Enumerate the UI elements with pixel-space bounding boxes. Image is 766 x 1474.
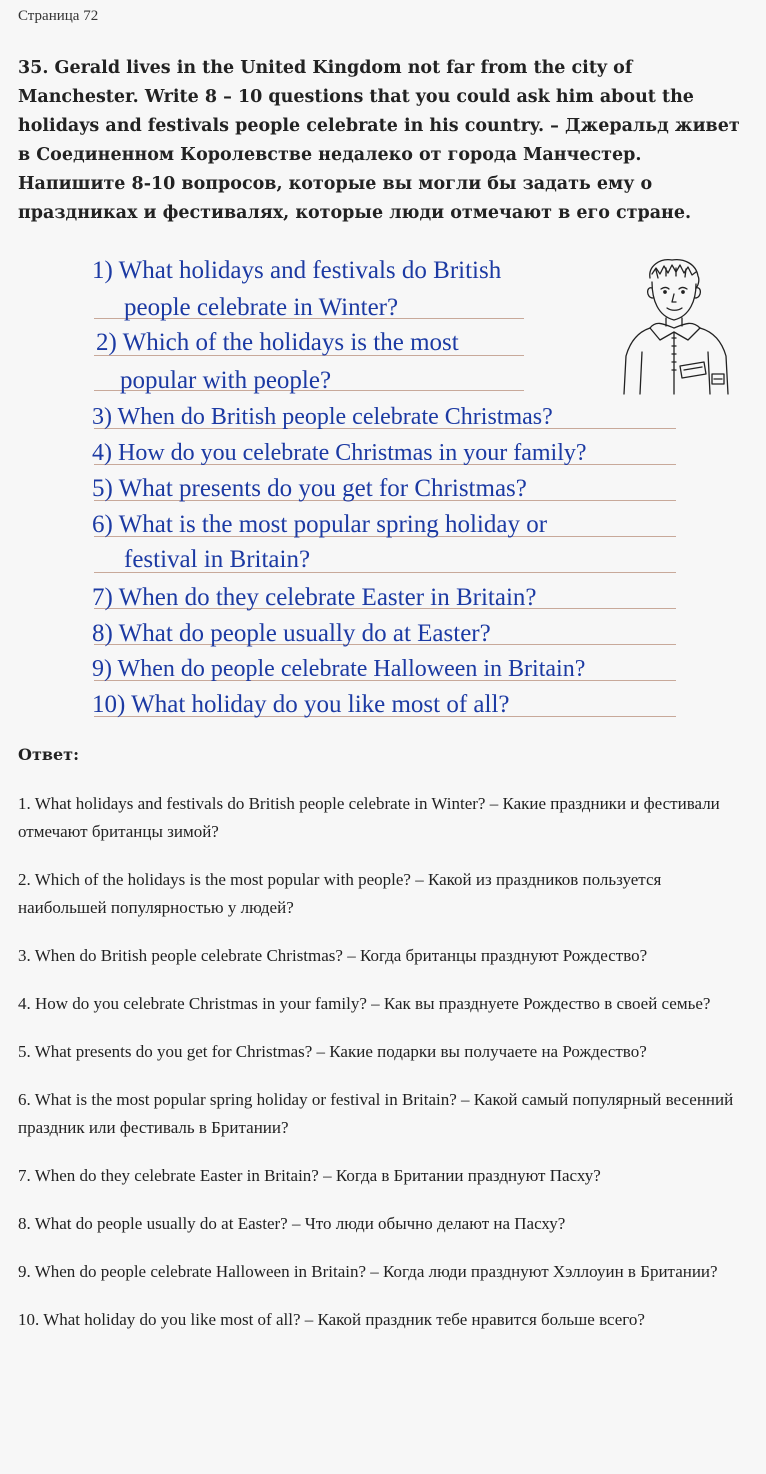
- answer-item: 6. What is the most popular spring holiday or festival in Britain? – Какой самый популярный весенний праздник или фестиваль в Британии?: [18, 1090, 734, 1137]
- worksheet-line: 9) When do people celebrate Halloween in Britain?: [92, 656, 586, 682]
- answer-item: 8. What do people usually do at Easter? – Что люди обычно делают на Пасху?: [18, 1214, 566, 1233]
- answer-item: 3. When do British people celebrate Christmas? – Когда британцы празднуют Рождество?: [18, 946, 648, 965]
- answer-item: 2. Which of the holidays is the most popular with people? – Какой из праздников пользуется наибольшей популярностью у людей?: [18, 870, 662, 917]
- worksheet-line: 8) What do people usually do at Easter?: [92, 620, 491, 647]
- answer-item: 1. What holidays and festivals do British people celebrate in Winter? – Какие праздники и фестивали отмечают британцы зимой?: [18, 794, 720, 841]
- answer-item: 7. When do they celebrate Easter in Britain? – Когда в Британии празднуют Пасху?: [18, 1166, 601, 1185]
- answer-list: [18, 790, 748, 1354]
- worksheet-line: 1) What holidays and festivals do British: [92, 257, 502, 284]
- worksheet-line: 2) Which of the holidays is the most: [96, 329, 459, 356]
- worksheet-line: 7) When do they celebrate Easter in Britain?: [92, 584, 537, 611]
- boy-illustration: [620, 256, 732, 396]
- answer-item: 5. What presents do you get for Christmas? – Какие подарки вы получаете на Рождество?: [18, 1042, 647, 1061]
- worksheet-line: people celebrate in Winter?: [124, 294, 399, 321]
- worksheet-image: [80, 248, 680, 726]
- worksheet-line: 4) How do you celebrate Christmas in your family?: [92, 440, 587, 466]
- answer-heading: Ответ:: [18, 745, 79, 764]
- worksheet-line: festival in Britain?: [124, 546, 311, 573]
- answer-item: 10. What holiday do you like most of all? – Какой праздник тебе нравится больше всего?: [18, 1310, 645, 1329]
- task-text: 35. Gerald lives in the United Kingdom not far from the city of Manchester. Write 8 – 10 questions that you could ask him about the holidays and festivals people celebrate in his country. – Джеральд живет в Соединенном Королевстве недалеко от города Манчестер. Напишите 8-10 вопросов, которые вы могли бы задать ему о праздниках и фестивалях, которые люди отмечают в его стране.: [18, 58, 740, 223]
- worksheet-line: popular with people?: [120, 367, 332, 394]
- answer-item: 4. How do you celebrate Christmas in your family? – Как вы празднуете Рождество в своей семье?: [18, 994, 711, 1013]
- worksheet-line: 6) What is the most popular spring holiday or: [92, 511, 548, 538]
- answer-item: 9. When do people celebrate Halloween in Britain? – Когда люди празднуют Хэллоуин в Британии?: [18, 1262, 718, 1281]
- worksheet-line: 10) What holiday do you like most of all?: [92, 691, 510, 718]
- worksheet-line: 3) When do British people celebrate Christmas?: [92, 404, 553, 430]
- page-label: Страница 72: [18, 8, 99, 24]
- worksheet-line: 5) What presents do you get for Christmas?: [92, 475, 527, 502]
